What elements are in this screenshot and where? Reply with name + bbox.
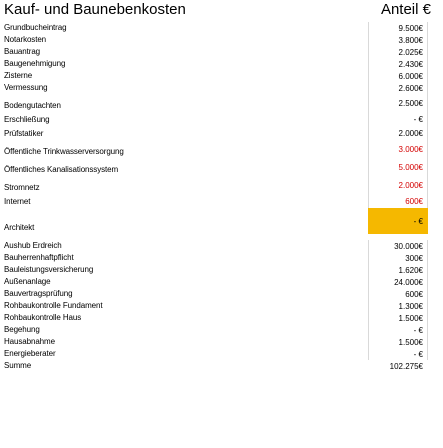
header-row <box>0 0 443 20</box>
cost-item-label[interactable]: Zisterne <box>4 71 33 80</box>
cost-item-label[interactable]: Aushub Erdreich <box>4 241 62 250</box>
cost-value-cell[interactable]: - € <box>368 112 428 126</box>
table-row <box>0 240 443 252</box>
cost-item-label[interactable]: Baugenehmigung <box>4 59 66 68</box>
cost-value-cell[interactable]: 5.000€ <box>368 158 428 176</box>
cost-value-cell[interactable]: - € <box>368 324 428 336</box>
cost-item-label[interactable]: Prüfstatiker <box>4 129 44 138</box>
cost-item-label[interactable]: Vermessung <box>4 83 48 92</box>
cost-value-cell[interactable]: 2.430€ <box>368 58 428 70</box>
cost-value-cell[interactable]: 2.000€ <box>368 126 428 140</box>
cost-value-cell[interactable]: 1.300€ <box>368 300 428 312</box>
cost-item-label[interactable]: Bauherrenhaftpflicht <box>4 253 74 262</box>
cost-value-cell[interactable]: - € <box>368 208 428 234</box>
table-row <box>0 158 443 176</box>
table-row <box>0 94 443 112</box>
cost-item-label[interactable]: Summe <box>4 361 32 370</box>
cost-value-cell[interactable]: 1.500€ <box>368 312 428 324</box>
cost-item-label[interactable]: Öffentliche Trinkwasserversorgung <box>4 147 124 156</box>
cost-item-label[interactable]: Architekt <box>4 223 35 232</box>
cost-item-label[interactable]: Rohbaukontrolle Haus <box>4 313 82 322</box>
cost-item-label[interactable]: Erschließung <box>4 115 50 124</box>
cost-value-cell[interactable]: 600€ <box>368 194 428 208</box>
cost-item-label[interactable]: Bauvertragsprüfung <box>4 289 73 298</box>
cost-value-cell[interactable]: 600€ <box>368 288 428 300</box>
table-row <box>0 176 443 194</box>
cost-value-cell[interactable]: 2.000€ <box>368 176 428 194</box>
table-row <box>0 288 443 300</box>
cost-value-cell[interactable]: 30.000€ <box>368 240 428 252</box>
share-column-header[interactable]: Anteil € <box>380 1 431 18</box>
table-row <box>0 22 443 34</box>
cost-item-label[interactable]: Öffentliches Kanalisationssystem <box>4 165 119 174</box>
cost-value-cell[interactable]: 6.000€ <box>368 70 428 82</box>
cost-item-label[interactable]: Energieberater <box>4 349 56 358</box>
table-row <box>0 208 443 234</box>
table-row <box>0 126 443 140</box>
cost-value-cell[interactable]: - € <box>368 348 428 360</box>
table-row <box>0 300 443 312</box>
cost-value-cell[interactable]: 300€ <box>368 252 428 264</box>
table-row <box>0 336 443 348</box>
table-row <box>0 360 443 372</box>
sheet-title: Kauf- und Baunebenkosten <box>4 1 186 18</box>
cost-value-cell[interactable]: 2.600€ <box>368 82 428 94</box>
table-row <box>0 58 443 70</box>
table-row <box>0 312 443 324</box>
table-row <box>0 194 443 208</box>
total-value-cell[interactable]: 102.275€ <box>389 361 423 371</box>
cost-item-label[interactable]: Rohbaukontrolle Fundament <box>4 301 103 310</box>
cost-value-cell[interactable]: 3.800€ <box>368 34 428 46</box>
table-row <box>0 112 443 126</box>
table-row <box>0 46 443 58</box>
cost-value-cell[interactable]: 9.500€ <box>368 22 428 34</box>
cost-item-label[interactable]: Bauantrag <box>4 47 41 56</box>
table-row <box>0 324 443 336</box>
cost-item-label[interactable]: Grundbucheintrag <box>4 23 67 32</box>
table-row <box>0 70 443 82</box>
cost-item-label[interactable]: Bauleistungsversicherung <box>4 265 94 274</box>
table-row <box>0 276 443 288</box>
cost-value-cell[interactable]: 1.620€ <box>368 264 428 276</box>
cost-value-cell[interactable]: 2.500€ <box>368 94 428 112</box>
cost-item-label[interactable]: Notarkosten <box>4 35 47 44</box>
cost-item-label[interactable]: Begehung <box>4 325 40 334</box>
cost-item-label[interactable]: Internet <box>4 197 31 206</box>
cost-value-cell[interactable]: 3.000€ <box>368 140 428 158</box>
table-row <box>0 82 443 94</box>
table-row <box>0 140 443 158</box>
cost-item-label[interactable]: Bodengutachten <box>4 101 61 110</box>
cost-value-cell[interactable]: 1.500€ <box>368 336 428 348</box>
table-row <box>0 34 443 46</box>
table-row <box>0 252 443 264</box>
cost-item-label[interactable]: Außenanlage <box>4 277 51 286</box>
cost-item-label[interactable]: Hausabnahme <box>4 337 55 346</box>
cost-item-label[interactable]: Stromnetz <box>4 183 40 192</box>
table-row <box>0 348 443 360</box>
cost-value-cell[interactable]: 24.000€ <box>368 276 428 288</box>
cost-value-cell[interactable]: 2.025€ <box>368 46 428 58</box>
cost-table <box>0 22 443 372</box>
table-row <box>0 264 443 276</box>
